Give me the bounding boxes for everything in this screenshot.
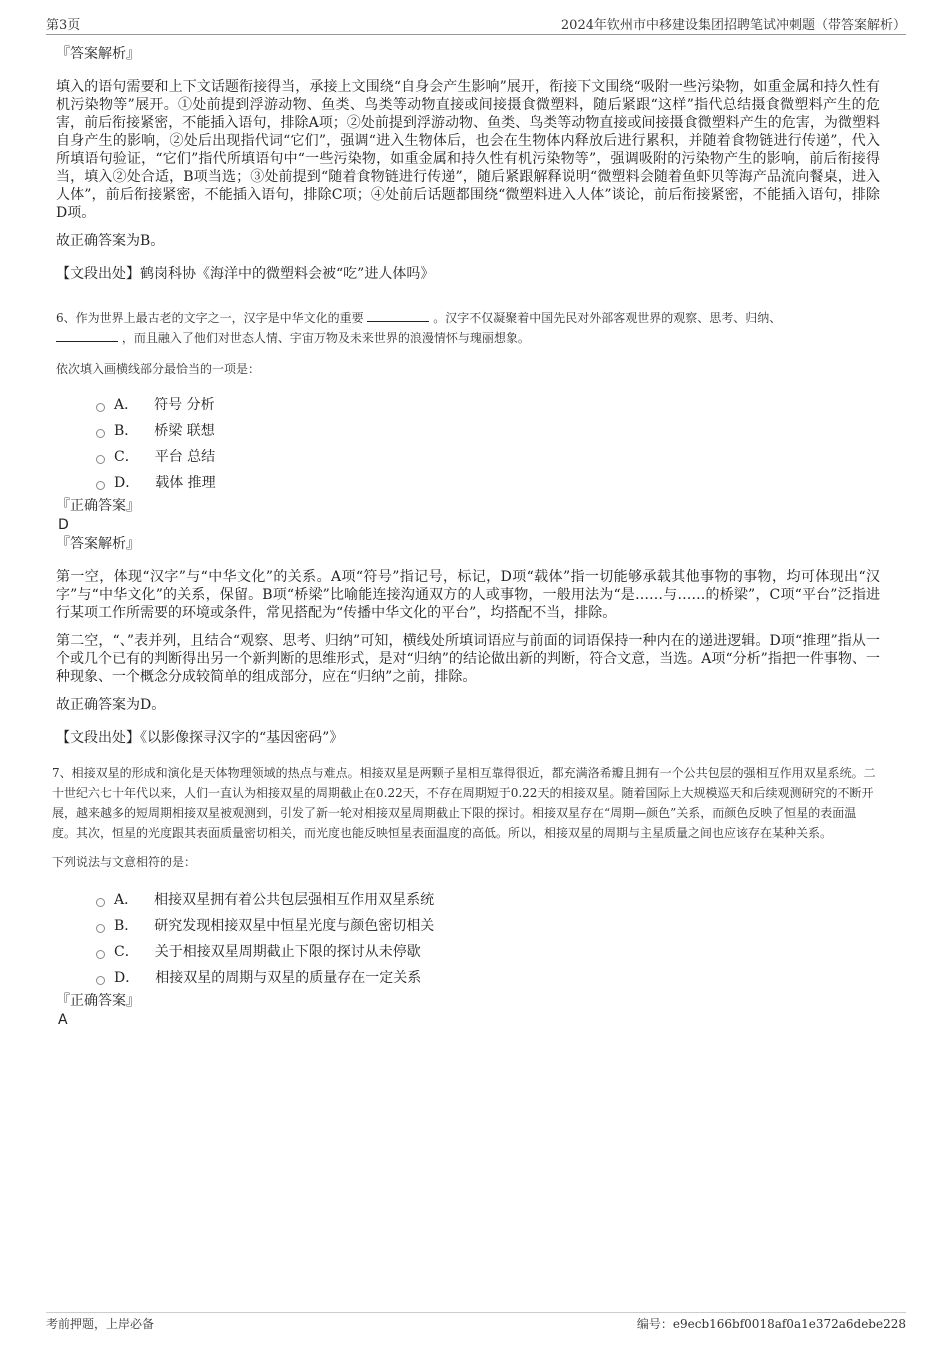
option-text: 桥梁 联想	[154, 423, 215, 439]
analysis-label: 『答案解析』	[56, 46, 140, 62]
radio-icon[interactable]	[96, 403, 105, 412]
radio-icon[interactable]	[96, 976, 105, 985]
option-a[interactable]	[96, 392, 880, 418]
analysis-paragraph: 第二空，“、”表并列，且结合“观察、思考、归纳”可知，横线处所填词语应与前面的词语保持一种内在的递进逻辑。D项“推理”指从一个或几个已有的判断得出另一个新判断的思维形式，是对“归纳”的结论做出新的判断，符合文意，当选。A项“分析”指把一件事物、一种现象、一个概念分成较简单的组成部分，应在“归纳”之前，排除。	[56, 633, 880, 685]
radio-icon[interactable]	[96, 898, 105, 907]
document-id: 编号：e9ecb166bf0018af0a1e372a6debe228	[636, 1317, 906, 1331]
correct-answer: D	[58, 517, 69, 533]
question-7	[52, 763, 880, 1029]
page-content	[52, 44, 880, 1029]
analysis-label: 『答案解析』	[56, 536, 140, 552]
correct-answer: A	[58, 1012, 68, 1028]
option-text: 平台 总结	[154, 449, 216, 465]
page-number: 第3页	[46, 18, 81, 33]
option-d[interactable]	[96, 470, 880, 496]
conclusion-text: 故正确答案为D。	[56, 697, 166, 713]
stem-part: 6、作为世界上最古老的文字之一，汉字是中华文化的重要	[56, 311, 364, 325]
option-letter: C．	[114, 944, 139, 960]
stem-part: 。汉字不仅凝聚着中国先民对外部客观世界的观察、思考、归纳、	[433, 311, 782, 325]
answer-blank	[367, 309, 429, 322]
radio-icon[interactable]	[96, 429, 105, 438]
option-letter: A．	[114, 397, 139, 413]
question-6	[56, 308, 880, 747]
question-stem	[56, 308, 880, 348]
option-letter: C．	[114, 449, 139, 465]
source-text: 【文段出处】《以影像探寻汉字的“基因密码”》	[56, 730, 344, 746]
question-stem: 7、相接双星的形成和演化是天体物理领域的热点与难点。相接双星是两颗子星相互靠得很近，都充满洛希瓣且拥有一个公共包层的强相互作用双星系统。二十世纪六七十年代以来，人们一直认为相接双星的周期截止在0.22天，不存在周期短于0.22天的相接双星。随着国际上大规模巡天和后续观测研究的不断开展，越来越多的短周期相接双星被观测到，引发了新一轮对相接双星周期截止下限的探讨。相接双星存在“周期—颜色”关系，而颜色反映了恒星的表面温度。其次，恒星的光度跟其表面质量密切相关，而光度也能反映恒星表面温度的高低。所以，相接双星的周期与主星质量之间也应该存在某种关系。	[52, 766, 876, 840]
footer-slogan: 考前押题，上岸必备	[46, 1317, 155, 1331]
option-letter: B．	[114, 918, 139, 934]
radio-icon[interactable]	[96, 455, 105, 464]
document-title: 2024年钦州市中移建设集团招聘笔试冲刺题（带答案解析）	[560, 18, 906, 33]
option-letter: D．	[114, 475, 140, 491]
option-b[interactable]	[96, 418, 880, 444]
source-text: 【文段出处】鹤岗科协《海洋中的微塑料会被“吃”进人体吗》	[56, 266, 435, 282]
option-text: 相接双星拥有着公共包层强相互作用双星系统	[154, 892, 435, 908]
option-b[interactable]	[96, 913, 880, 939]
question-prompt: 下列说法与文意相符的是：	[52, 855, 197, 869]
radio-icon[interactable]	[96, 924, 105, 933]
option-d[interactable]	[96, 965, 880, 991]
option-text: 相接双星的周期与双星的质量存在一定关系	[155, 970, 422, 986]
option-c[interactable]	[96, 939, 880, 965]
option-letter: D．	[114, 970, 140, 986]
option-letter: A．	[114, 892, 139, 908]
option-letter: B．	[114, 423, 139, 439]
option-a[interactable]	[96, 887, 880, 913]
analysis-paragraph: 第一空，体现“汉字”与“中华文化”的关系。A项“符号”指记号，标记，D项“载体”指一切能够承载其他事物的事物，均可体现出“汉字”与“中华文化”的关系，保留。B项“桥梁”比喻能连接沟通双方的人或事物，一般用法为“是……与……的桥梁”，C项“平台”泛指进行某项工作所需要的环境或条件，常见搭配为“传播中华文化的平台”，均搭配不当，排除。	[56, 569, 880, 621]
option-c[interactable]	[96, 444, 880, 470]
radio-icon[interactable]	[96, 481, 105, 490]
analysis-paragraph: 填入的语句需要和上下文话题衔接得当，承接上文围绕“自身会产生影响”展开，衔接下文围绕“吸附一些污染物，如重金属和持久性有机污染物等”展开。①处前提到浮游动物、鱼类、鸟类等动物直接或间接摄食微塑料，随后紧跟“这样”指代总结摄食微塑料产生的危害，前后衔接紧密，不能插入语句，排除A项；②处前提到浮游动物、鱼类、鸟类等动物直接或间接摄食微塑料产生的危害，为微塑料自身产生的影响，②处后出现指代词“它们”，强调“进入生物体后，也会在生物体内释放后进行累积，并随着食物链进行传递”，代入所填语句验证，“它们”指代所填语句中“一些污染物，如重金属和持久性有机污染物等”，强调吸附的污染物产生的影响，前后衔接得当，填入②处合适，B项当选；③处前提到“随着食物链进行传递”，随后紧跟解释说明“微塑料会随着鱼虾贝等海产品流向餐桌，进入人体”，前后衔接紧密，不能插入语句，排除C项；④处前后话题都围绕“微塑料进入人体”谈论，前后衔接紧密，不能插入语句，排除D项。	[56, 79, 880, 221]
option-text: 研究发现相接双星中恒星光度与颜色密切相关	[154, 918, 435, 934]
answer-blank	[56, 329, 118, 342]
correct-answer-label: 『正确答案』	[56, 993, 140, 1009]
stem-part: ，而且融入了他们对世态人情、宇宙万物及未来世界的浪漫情怀与瑰丽想象。	[121, 331, 530, 345]
page-footer	[46, 1312, 906, 1331]
question-prompt: 依次填入画横线部分最恰当的一项是：	[56, 362, 261, 376]
option-text: 关于相接双星周期截止下限的探讨从未停歇	[154, 944, 421, 960]
option-list	[96, 887, 880, 991]
correct-answer-label: 『正确答案』	[56, 498, 140, 514]
q5-analysis-block	[56, 44, 880, 283]
radio-icon[interactable]	[96, 950, 105, 959]
page-header	[46, 12, 906, 35]
option-text: 载体 推理	[155, 475, 216, 491]
conclusion-text: 故正确答案为B。	[56, 233, 165, 249]
option-list	[96, 392, 880, 496]
option-text: 符号 分析	[154, 397, 215, 413]
